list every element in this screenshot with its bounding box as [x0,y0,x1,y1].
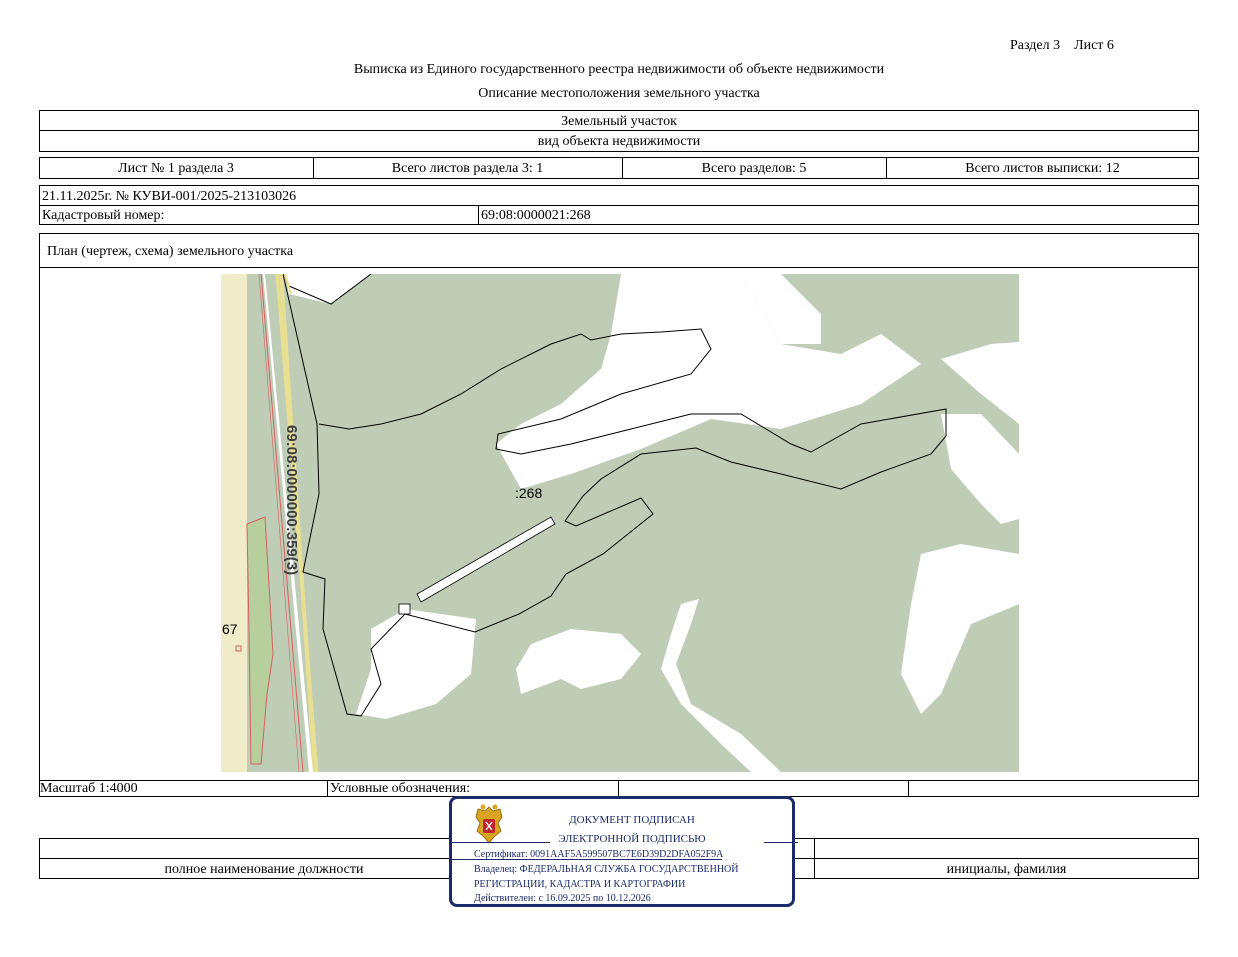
total-sections: Всего разделов: 5 [701,161,807,176]
parcel-label: :268 [515,485,543,501]
object-type-value: Земельный участок [561,114,677,129]
section-sheet: Раздел 3 Лист 6 [1010,38,1114,53]
plan-title: План (чертеж, схема) земельного участка [47,244,294,259]
signature-line1: ДОКУМЕНТ ПОДПИСАН [569,814,695,826]
cadastral-map [221,274,1019,772]
total-sheets-section: Всего листов раздела 3: 1 [391,161,544,176]
date-number: 21.11.2025г. № КУВИ-001/2025-213103026 [42,189,297,204]
electronic-signature-stamp [449,796,795,907]
document-subtitle: Описание местоположения земельного участка [478,86,760,101]
sheet-number: Лист № 1 раздела 3 [118,161,234,176]
legend-label: Условные обозначения: [330,781,471,796]
total-sheets-extract: Всего листов выписки: 12 [965,161,1120,176]
road-label-text: 69:08:0000000:359(3) [283,425,300,576]
document-title: Выписка из Единого государственного реестра недвижимости об объекте недвижимости [353,62,885,77]
signature-owner: Владелец: ФЕДЕРАЛЬНАЯ СЛУЖБА ГОСУДАРСТВЕННОЙ [474,864,739,875]
position-caption: полное наименование должности [164,862,364,877]
signature-line2: ЭЛЕКТРОННОЙ ПОДПИСЬЮ [558,833,706,845]
signature-owner2: РЕГИСТРАЦИИ, КАДАСТРА И КАРТОГРАФИИ [474,879,686,890]
scale-label: Масштаб 1:4000 [40,781,138,796]
signature-certificate: Сертификат: 0091AAF5A599507BC7E6D39D2DFA052F9A [474,849,724,860]
road-label [280,425,300,625]
object-type-caption: вид объекта недвижимости [537,134,701,149]
russian-emblem-icon [472,803,506,847]
cadastral-value: 69:08:0000021:268 [481,208,591,223]
name-caption: инициалы, фамилия [946,862,1067,877]
neighbor-label: 67 [222,621,238,637]
signature-validity: Действителен: с 16.09.2025 по 10.12.2026 [474,893,651,904]
cadastral-label: Кадастровый номер: [42,208,165,223]
